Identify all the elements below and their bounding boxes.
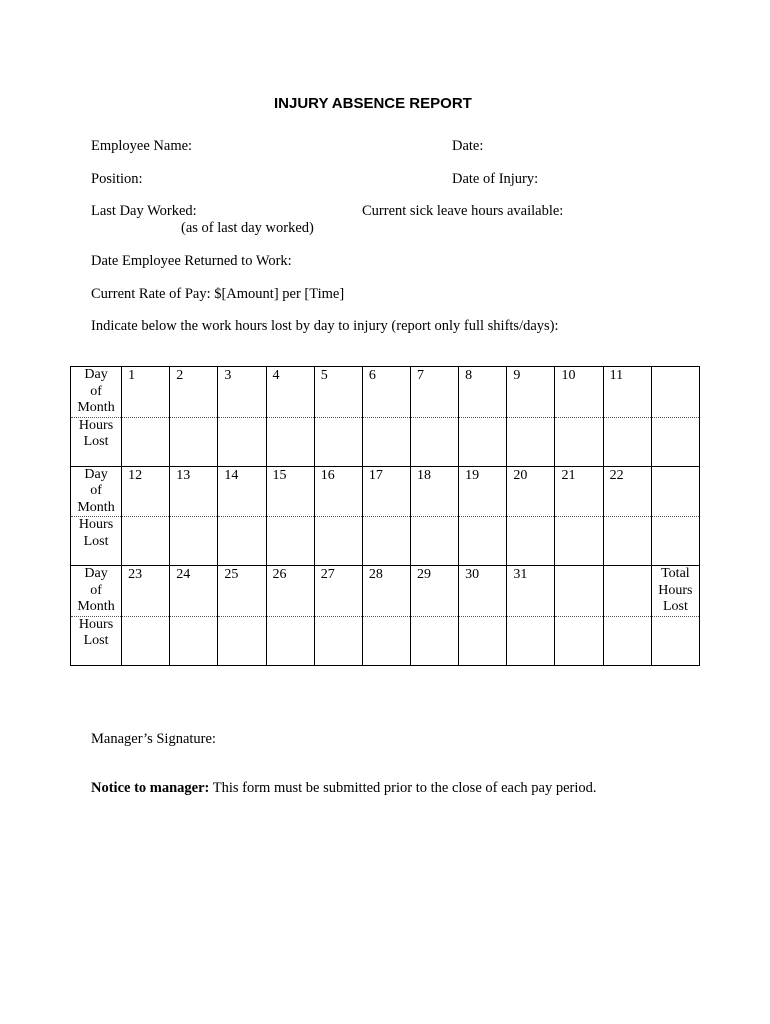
day-number-cell: 22: [603, 466, 651, 517]
hours-input-cell[interactable]: [122, 517, 170, 566]
instructions: Indicate below the work hours lost by day to injury (report only full shifts/days):: [91, 318, 559, 334]
day-number-cell: 30: [459, 566, 507, 617]
day-of-month-label: [71, 566, 122, 617]
day-number-cell: 27: [314, 566, 362, 617]
notice-to-manager: [91, 780, 597, 796]
hours-lost-label: [71, 517, 122, 566]
day-number-cell: 5: [314, 367, 362, 418]
day-number-cell: 13: [170, 466, 218, 517]
day-number-cell: [651, 466, 699, 517]
hours-input-cell[interactable]: [411, 517, 459, 566]
day-of-month-line: Month: [77, 400, 115, 415]
hours-row: [71, 517, 700, 566]
hours-input-cell[interactable]: [266, 417, 314, 466]
day-number-cell: [555, 566, 603, 617]
hours-input-cell[interactable]: [555, 517, 603, 566]
day-row: [71, 367, 700, 418]
day-number-cell: 18: [411, 466, 459, 517]
day-number-cell: 3: [218, 367, 266, 418]
day-number-cell: 8: [459, 367, 507, 418]
last-day-worked-label: Last Day Worked:: [91, 203, 197, 219]
hours-input-cell[interactable]: [507, 616, 555, 665]
day-number-cell: 6: [362, 367, 410, 418]
day-number-cell: 7: [411, 367, 459, 418]
day-number-cell: 11: [603, 367, 651, 418]
hours-lost-line: Lost: [83, 533, 109, 549]
hours-input-cell[interactable]: [170, 517, 218, 566]
rate-of-pay-label: Current Rate of Pay: $[Amount] per [Time]: [91, 286, 345, 302]
date-returned-label: Date Employee Returned to Work:: [91, 253, 292, 269]
hours-lost-line: Hours: [78, 417, 114, 433]
total-hours-lost-line: Hours: [658, 582, 693, 598]
hours-input-cell[interactable]: [170, 417, 218, 466]
hours-input-cell[interactable]: [651, 616, 699, 665]
hours-lost-label: [71, 417, 122, 466]
day-number-cell: 9: [507, 367, 555, 418]
hours-input-cell[interactable]: [314, 616, 362, 665]
hours-row: [71, 616, 700, 665]
day-row: [71, 466, 700, 517]
hours-input-cell[interactable]: [651, 417, 699, 466]
total-hours-lost-label: [651, 566, 699, 617]
day-of-month-line: of: [90, 483, 102, 498]
last-day-note: (as of last day worked): [181, 220, 314, 236]
hours-input-cell[interactable]: [362, 417, 410, 466]
day-number-cell: 19: [459, 466, 507, 517]
hours-input-cell[interactable]: [411, 616, 459, 665]
hours-input-cell[interactable]: [362, 616, 410, 665]
hours-input-cell[interactable]: [507, 417, 555, 466]
day-number-cell: 28: [362, 566, 410, 617]
day-row: [71, 566, 700, 617]
hours-lost-line: Hours: [78, 616, 114, 632]
day-number-cell: 31: [507, 566, 555, 617]
day-number-cell: 1: [122, 367, 170, 418]
day-number-cell: 29: [411, 566, 459, 617]
day-of-month-line: Month: [77, 599, 115, 614]
notice-text: This form must be submitted prior to the close of each pay period.: [209, 780, 597, 796]
hours-input-cell[interactable]: [218, 517, 266, 566]
day-of-month-line: of: [90, 383, 102, 399]
hours-lost-line: Lost: [83, 633, 109, 648]
day-number-cell: 12: [122, 466, 170, 517]
hours-input-cell[interactable]: [266, 616, 314, 665]
hours-input-cell[interactable]: [122, 417, 170, 466]
hours-input-cell[interactable]: [459, 616, 507, 665]
day-of-month-line: Day: [84, 566, 108, 581]
day-number-cell: 20: [507, 466, 555, 517]
notice-label: Notice to manager:: [91, 780, 210, 796]
hours-lost-line: Lost: [83, 434, 109, 449]
day-number-cell: 24: [170, 566, 218, 617]
hours-input-cell[interactable]: [459, 417, 507, 466]
day-number-cell: 26: [266, 566, 314, 617]
day-of-month-line: Day: [84, 466, 108, 482]
day-number-cell: 23: [122, 566, 170, 617]
hours-lost-label: [71, 616, 122, 665]
hours-input-cell[interactable]: [507, 517, 555, 566]
hours-input-cell[interactable]: [555, 616, 603, 665]
day-number-cell: 4: [266, 367, 314, 418]
employee-name-label: Employee Name:: [91, 138, 193, 154]
day-of-month-line: Day: [84, 367, 108, 382]
hours-input-cell[interactable]: [314, 417, 362, 466]
hours-lost-line: Hours: [78, 517, 114, 532]
day-of-month-label: [71, 466, 122, 517]
hours-input-cell[interactable]: [170, 616, 218, 665]
hours-lost-table: [70, 366, 700, 666]
hours-input-cell[interactable]: [603, 517, 651, 566]
day-number-cell: 2: [170, 367, 218, 418]
day-number-cell: 21: [555, 466, 603, 517]
day-number-cell: 14: [218, 466, 266, 517]
position-label: Position:: [91, 171, 143, 187]
day-number-cell: [603, 566, 651, 617]
hours-input-cell[interactable]: [603, 616, 651, 665]
hours-input-cell[interactable]: [603, 417, 651, 466]
day-number-cell: 16: [314, 466, 362, 517]
day-number-cell: 15: [266, 466, 314, 517]
date-label: Date:: [452, 138, 484, 154]
page-title: INJURY ABSENCE REPORT: [274, 95, 472, 112]
hours-input-cell[interactable]: [122, 616, 170, 665]
day-number-cell: [651, 367, 699, 418]
day-of-month-label: [71, 367, 122, 418]
total-hours-lost-line: Lost: [662, 599, 688, 614]
day-number-cell: 17: [362, 466, 410, 517]
hours-input-cell[interactable]: [362, 517, 410, 566]
hours-input-cell[interactable]: [459, 517, 507, 566]
total-hours-lost-line: Total: [661, 566, 690, 581]
hours-input-cell[interactable]: [411, 417, 459, 466]
hours-input-cell[interactable]: [218, 417, 266, 466]
day-of-month-line: Month: [77, 499, 115, 515]
hours-input-cell[interactable]: [651, 517, 699, 566]
date-of-injury-label: Date of Injury:: [452, 171, 539, 187]
hours-input-cell[interactable]: [266, 517, 314, 566]
day-number-cell: 10: [555, 367, 603, 418]
sick-leave-label: Current sick leave hours available:: [362, 203, 564, 219]
hours-input-cell[interactable]: [314, 517, 362, 566]
day-number-cell: 25: [218, 566, 266, 617]
hours-row: [71, 417, 700, 466]
hours-input-cell[interactable]: [218, 616, 266, 665]
hours-input-cell[interactable]: [555, 417, 603, 466]
manager-signature-label: Manager’s Signature:: [91, 731, 216, 747]
day-of-month-line: of: [90, 582, 102, 598]
